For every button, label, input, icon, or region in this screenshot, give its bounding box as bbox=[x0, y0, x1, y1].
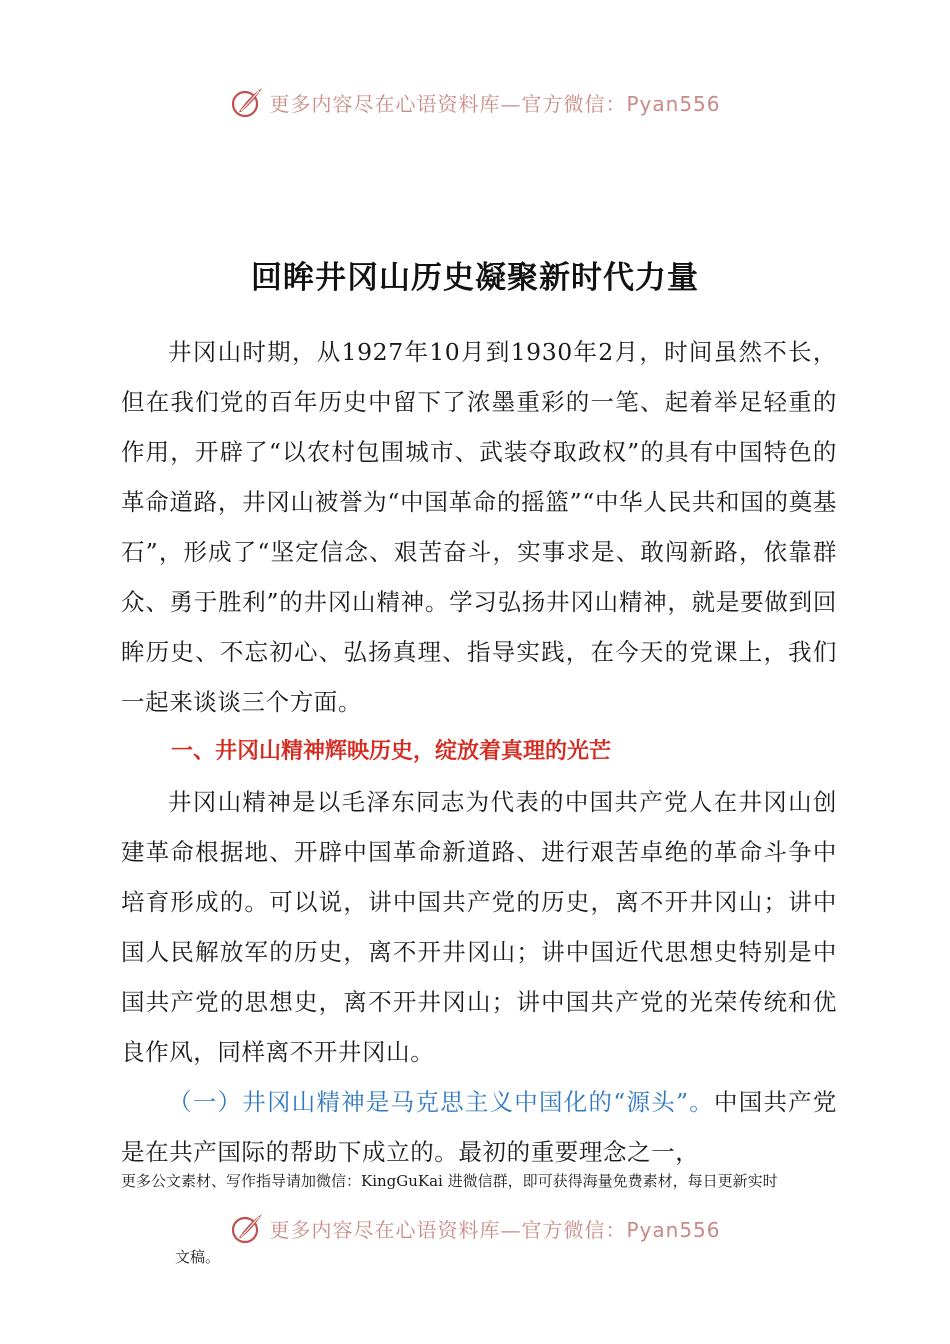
watermark-wechat-id: Pyan556 bbox=[626, 1217, 721, 1242]
quill-pen-logo-icon bbox=[229, 1210, 265, 1246]
footer-note: 更多公文素材、写作指导请加微信：KingGuKai 进微信群，即可获得海量免费素材，每日更新实时 bbox=[121, 1172, 778, 1190]
subsection-1-text: 中国共产党是在共产国际的帮助下成立的。最初的重要理念之一， bbox=[121, 1088, 838, 1166]
watermark-text bbox=[269, 1214, 720, 1243]
watermark-banner-bottom bbox=[0, 1208, 950, 1248]
watermark-slogan: 更多内容尽在心语资料库—官方微信： bbox=[269, 91, 627, 116]
quill-pen-logo-icon bbox=[229, 84, 265, 120]
intro-paragraph: 井冈山时期，从1927年10月到1930年2月，时间虽然不长，但在我们党的百年历史中留下了浓墨重彩的一笔、起着举足轻重的作用，开辟了“以农村包围城市、武装夺取政权”的具有中国特色的革命道路，井冈山被誉为“中国革命的摇篮”“中华人民共和国的奠基石”，形成了“坚定信念、艰苦奋斗，实事求是、敢闯新路，依靠群众、勇于胜利”的井冈山精神。学习弘扬井冈山精神，就是要做到回眸历史、不忘初心、弘扬真理、指导实践，在今天的党课上，我们一起来谈谈三个方面。 bbox=[121, 338, 837, 716]
watermark-text bbox=[269, 88, 720, 117]
section-1-heading: 一、井冈山精神辉映历史，绽放着真理的光芒 bbox=[171, 739, 612, 764]
footer-note-tail: 文稿。 bbox=[175, 1248, 221, 1266]
document-body bbox=[121, 327, 837, 1177]
section-1-paragraph: 井冈山精神是以毛泽东同志为代表的中国共产党人在井冈山创建革命根据地、开辟中国革命新道路、进行艰苦卓绝的革命斗争中培育形成的。可以说，讲中国共产党的历史，离不开井冈山；讲中国人民解放军的历史，离不开井冈山；讲中国近代思想史特别是中国共产党的思想史，离不开井冈山；讲中国共产党的光荣传统和优良作风，同样离不开井冈山。 bbox=[121, 788, 837, 1066]
document-title: 回眸井冈山历史凝聚新时代力量 bbox=[251, 260, 699, 296]
subsection-1-heading: （一）井冈山精神是马克思主义中国化的“源头”。 bbox=[168, 1088, 714, 1116]
watermark-banner-top bbox=[0, 82, 950, 122]
subsection-1-paragraph bbox=[121, 1077, 837, 1177]
watermark-slogan: 更多内容尽在心语资料库—官方微信： bbox=[269, 1217, 627, 1242]
watermark-wechat-id: Pyan556 bbox=[626, 91, 721, 116]
